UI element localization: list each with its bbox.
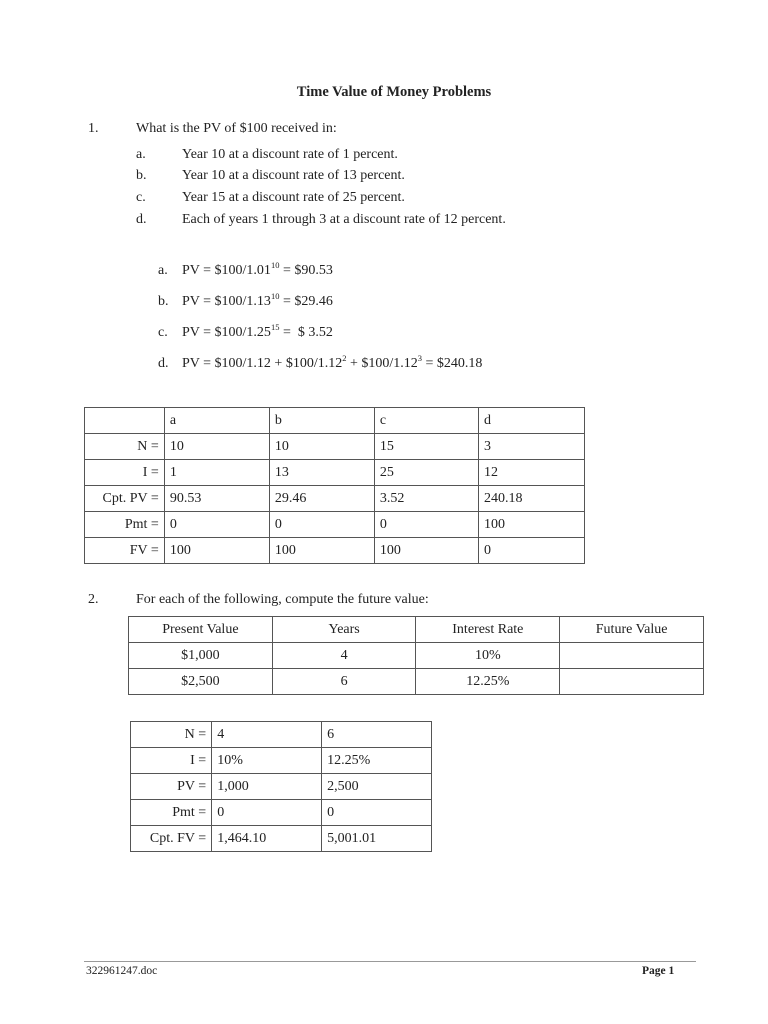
page-title: Time Value of Money Problems — [296, 84, 492, 100]
q1-answer-a: PV = $\$100/1.01^{10}$ = $90.53 — [182, 260, 333, 278]
table-row — [131, 748, 432, 774]
table-cell: PV = — [131, 774, 212, 800]
table-cell: 29.46 — [269, 486, 374, 512]
table-cell: 6 — [322, 722, 432, 748]
table-row — [131, 826, 432, 852]
q1-item-c-text: Year 15 at a discount rate of 25 percent. — [182, 190, 405, 205]
table-cell: 0 — [374, 512, 478, 538]
table-cell: b — [269, 408, 374, 434]
table-cell — [560, 643, 704, 669]
q1-item-b-text: Year 10 at a discount rate of 13 percent. — [182, 168, 405, 183]
footer-divider — [84, 961, 696, 962]
table-header-row — [85, 408, 585, 434]
table-cell: Cpt. FV = — [131, 826, 212, 852]
table-row — [85, 538, 585, 564]
table-cell: Interest Rate — [416, 617, 560, 643]
table-cell: 3.52 — [374, 486, 478, 512]
table-row — [129, 669, 704, 695]
q1-answer-c: PV = $\$100/1.25^{15}$ = $ 3.52 — [182, 322, 333, 340]
table-cell: N = — [85, 434, 165, 460]
table-cell: 100 — [269, 538, 374, 564]
table-cell: a — [164, 408, 269, 434]
table-cell: FV = — [85, 538, 165, 564]
table-cell: 0 — [269, 512, 374, 538]
table-cell: 6 — [272, 669, 416, 695]
table-row — [131, 774, 432, 800]
table-cell: 12.25% — [416, 669, 560, 695]
q1-item-c-letter: c. — [136, 190, 146, 205]
footer-filename: 322961247.doc — [86, 965, 158, 977]
q2-solution-table — [130, 721, 432, 852]
q1-answer-d-letter: d. — [158, 356, 169, 371]
table-cell: I = — [131, 748, 212, 774]
q1-answer-b: PV = $\$100/1.13^{10}$ = $29.46 — [182, 291, 333, 309]
table-row — [85, 512, 585, 538]
q1-answer-a-letter: a. — [158, 263, 168, 278]
table-row — [85, 434, 585, 460]
table-cell: Pmt = — [131, 800, 212, 826]
table-row — [131, 722, 432, 748]
table-cell: 1 — [164, 460, 269, 486]
question-1-number: 1. — [88, 121, 99, 136]
table-row — [85, 460, 585, 486]
table-cell: 90.53 — [164, 486, 269, 512]
q1-item-a-letter: a. — [136, 147, 146, 162]
question-1-text: What is the PV of $100 received in: — [136, 121, 337, 136]
table-cell: c — [374, 408, 478, 434]
table-cell: 0 — [164, 512, 269, 538]
table-cell: 1,000 — [212, 774, 322, 800]
table-cell: 12 — [478, 460, 584, 486]
question-2-text: For each of the following, compute the future value: — [136, 592, 429, 607]
table-cell — [560, 669, 704, 695]
table-row — [85, 486, 585, 512]
table-cell: 12.25% — [322, 748, 432, 774]
table-cell: d — [478, 408, 584, 434]
table-cell: I = — [85, 460, 165, 486]
table-cell — [85, 408, 165, 434]
table-cell: 4 — [272, 643, 416, 669]
table-cell: 10 — [269, 434, 374, 460]
table-cell: 10% — [416, 643, 560, 669]
q1-item-d-letter: d. — [136, 212, 147, 227]
table-cell: 15 — [374, 434, 478, 460]
footer-page-number: Page 1 — [642, 965, 675, 977]
table-cell: 10 — [164, 434, 269, 460]
table-cell: 10% — [212, 748, 322, 774]
table-row — [129, 643, 704, 669]
table-cell: 100 — [164, 538, 269, 564]
table-cell: 25 — [374, 460, 478, 486]
table-cell: 0 — [212, 800, 322, 826]
table-cell: 13 — [269, 460, 374, 486]
table-cell: N = — [131, 722, 212, 748]
table-cell: 0 — [478, 538, 584, 564]
table-cell: Pmt = — [85, 512, 165, 538]
q1-item-a-text: Year 10 at a discount rate of 1 percent. — [182, 147, 398, 162]
table-header-row — [129, 617, 704, 643]
table-cell: 0 — [322, 800, 432, 826]
table-cell: 100 — [478, 512, 584, 538]
q1-answer-c-letter: c. — [158, 325, 168, 340]
table-cell: 1,464.10 — [212, 826, 322, 852]
table-cell: 4 — [212, 722, 322, 748]
table-cell: 100 — [374, 538, 478, 564]
q1-calculator-table — [84, 407, 585, 564]
table-cell: $2,500 — [129, 669, 273, 695]
question-2-number: 2. — [88, 592, 99, 607]
table-cell: $1,000 — [129, 643, 273, 669]
q1-item-b-letter: b. — [136, 168, 147, 183]
q1-answer-b-letter: b. — [158, 294, 169, 309]
table-cell: 2,500 — [322, 774, 432, 800]
table-cell: 5,001.01 — [322, 826, 432, 852]
q1-answer-d: PV = $100/1.12 + $\$100/1.12^2$ + $\$100/1.12^3$ = $240.18 — [182, 353, 483, 371]
table-cell: 240.18 — [478, 486, 584, 512]
table-cell: Present Value — [129, 617, 273, 643]
table-cell: Future Value — [560, 617, 704, 643]
table-cell: 3 — [478, 434, 584, 460]
table-cell: Cpt. PV = — [85, 486, 165, 512]
q1-item-d-text: Each of years 1 through 3 at a discount rate of 12 percent. — [182, 212, 506, 227]
table-cell: Years — [272, 617, 416, 643]
table-row — [131, 800, 432, 826]
q2-problem-table — [128, 616, 704, 695]
